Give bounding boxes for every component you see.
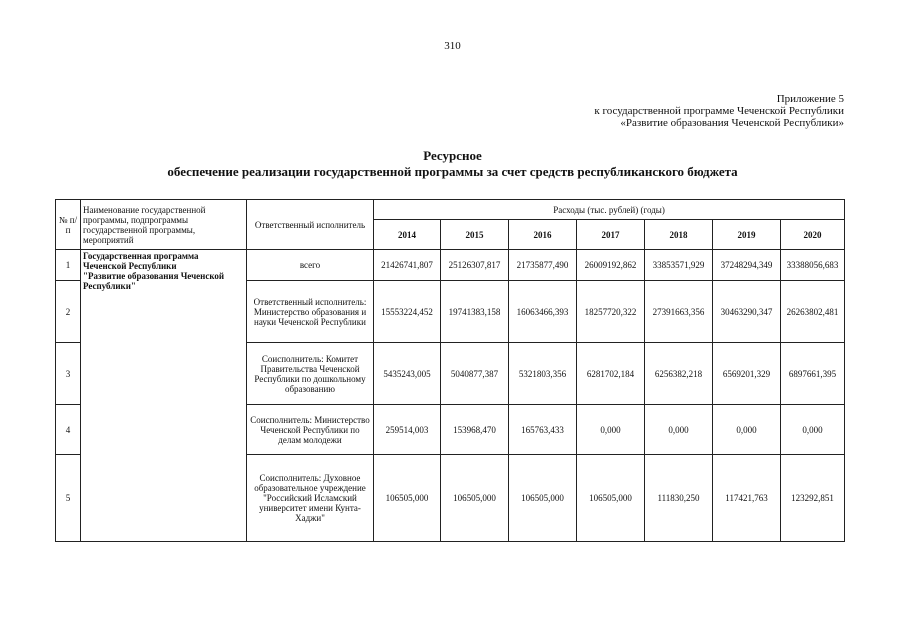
executor-cell: всего <box>247 250 374 281</box>
row-num: 2 <box>56 281 81 343</box>
value-cell: 5435243,005 <box>374 343 441 405</box>
annex-header <box>594 93 844 129</box>
header-executor: Ответственный исполнитель <box>247 200 374 250</box>
value-cell: 153968,470 <box>441 405 509 455</box>
value-cell: 15553224,452 <box>374 281 441 343</box>
value-cell: 5321803,356 <box>509 343 577 405</box>
value-cell: 259514,003 <box>374 405 441 455</box>
value-cell: 25126307,817 <box>441 250 509 281</box>
row-num: 5 <box>56 455 81 542</box>
row-num: 3 <box>56 343 81 405</box>
value-cell: 6281702,184 <box>577 343 645 405</box>
value-cell: 123292,851 <box>781 455 845 542</box>
title-line-1: Ресурсное <box>423 148 482 163</box>
value-cell: 33853571,929 <box>645 250 713 281</box>
executor-cell: Соисполнитель: Министерство Чеченской Республики по делам молодежи <box>247 405 374 455</box>
value-cell: 30463290,347 <box>713 281 781 343</box>
value-cell: 106505,000 <box>374 455 441 542</box>
value-cell: 18257720,322 <box>577 281 645 343</box>
header-year: 2018 <box>645 220 713 250</box>
executor-cell: Соисполнитель: Духовное образовательное учреждение "Российский Исламский университет имени Кунта-Хаджи" <box>247 455 374 542</box>
value-cell: 0,000 <box>713 405 781 455</box>
header-expenses: Расходы (тыс. рублей) (годы) <box>374 200 845 220</box>
value-cell: 26009192,862 <box>577 250 645 281</box>
value-cell: 16063466,393 <box>509 281 577 343</box>
annex-line-1: Приложение 5 <box>776 93 844 105</box>
title-line-2: обеспечение реализации государственной программы за счет средств республиканского бюджета <box>167 164 738 179</box>
table-header-row <box>56 200 845 220</box>
annex-line-2: к государственной программе Чеченской Республики <box>594 105 844 117</box>
document-title <box>0 148 905 180</box>
header-year: 2017 <box>577 220 645 250</box>
value-cell: 106505,000 <box>441 455 509 542</box>
value-cell: 6256382,218 <box>645 343 713 405</box>
page-number: 310 <box>444 40 461 52</box>
row-num: 4 <box>56 405 81 455</box>
value-cell: 21426741,807 <box>374 250 441 281</box>
value-cell: 19741383,158 <box>441 281 509 343</box>
value-cell: 37248294,349 <box>713 250 781 281</box>
value-cell: 111830,250 <box>645 455 713 542</box>
executor-cell: Ответственный исполнитель: Министерство образования и науки Чеченской Республики <box>247 281 374 343</box>
value-cell: 6569201,329 <box>713 343 781 405</box>
budget-table <box>55 199 845 542</box>
value-cell: 0,000 <box>781 405 845 455</box>
table-row <box>56 250 845 281</box>
program-name-cell <box>81 250 247 542</box>
value-cell: 26263802,481 <box>781 281 845 343</box>
value-cell: 106505,000 <box>577 455 645 542</box>
program-name: Государственная программа Чеченской Республики <box>83 251 199 271</box>
value-cell: 165763,433 <box>509 405 577 455</box>
value-cell: 5040877,387 <box>441 343 509 405</box>
value-cell: 0,000 <box>577 405 645 455</box>
value-cell: 106505,000 <box>509 455 577 542</box>
annex-line-3: «Развитие образования Чеченской Республики» <box>620 117 844 129</box>
value-cell: 6897661,395 <box>781 343 845 405</box>
executor-cell: Соисполнитель: Комитет Правительства Чеченской Республики по дошкольному образованию <box>247 343 374 405</box>
value-cell: 117421,763 <box>713 455 781 542</box>
value-cell: 21735877,490 <box>509 250 577 281</box>
value-cell: 27391663,356 <box>645 281 713 343</box>
header-year: 2015 <box>441 220 509 250</box>
header-name: Наименование государственной программы, подпрограммы государственной программы, мероприятий <box>81 200 247 250</box>
value-cell: 33388056,683 <box>781 250 845 281</box>
header-year: 2014 <box>374 220 441 250</box>
header-year: 2020 <box>781 220 845 250</box>
value-cell: 0,000 <box>645 405 713 455</box>
header-num: № п/п <box>56 200 81 250</box>
header-year: 2016 <box>509 220 577 250</box>
program-subtitle: "Развитие образования Чеченской Республики" <box>83 271 225 291</box>
row-num: 1 <box>56 250 81 281</box>
header-year: 2019 <box>713 220 781 250</box>
